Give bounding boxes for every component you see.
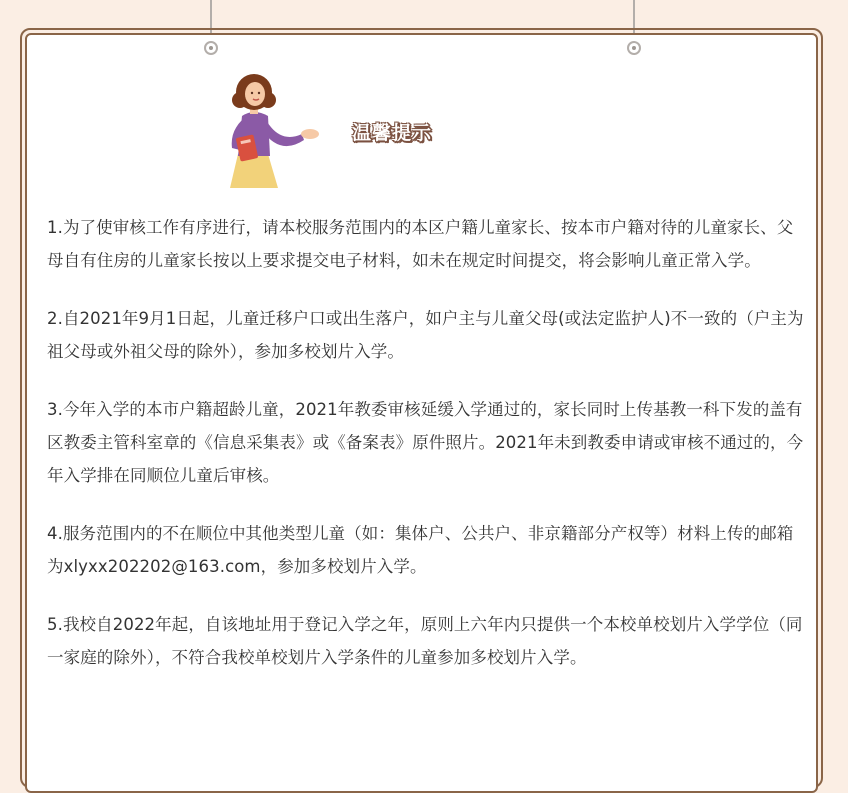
notice-paragraph-1: 1.为了使审核工作有序进行，请本校服务范围内的本区户籍儿童家长、按本市户籍对待的儿童家长、父母自有住房的儿童家长按以上要求提交电子材料，如未在规定时间提交，将会影响儿童正常入学。 (47, 218, 794, 270)
notice-paragraph-3: 3.今年入学的本市户籍超龄儿童，2021年教委审核延缓入学通过的，家长同时上传基教一科下发的盖有区教委主管科室章的《信息采集表》或《备案表》原件照片。2021年未到教委申请或审核不通过的，今年入学排在同顺位儿童后审核。 (47, 400, 804, 485)
face-shape (245, 82, 265, 106)
hand-shape (301, 129, 319, 139)
hanging-ring-icon (627, 41, 641, 55)
woman-holding-book-illustration (218, 74, 336, 192)
notice-body (47, 211, 805, 699)
hanging-ring-icon (204, 41, 218, 55)
notice-title: 温馨提示 (352, 122, 433, 144)
skirt-shape (230, 154, 278, 188)
notice-paragraph-4: 4.服务范围内的不在顺位中其他类型儿童（如：集体户、公共户、非京籍部分产权等）材料上传的邮箱为xlyxx202202@163.com，参加多校划片入学。 (47, 524, 794, 576)
notice-paragraph-5: 5.我校自2022年起，自该地址用于登记入学之年，原则上六年内只提供一个本校单校划片入学学位（同一家庭的除外），不符合我校单校划片入学条件的儿童参加多校划片入学。 (47, 615, 803, 667)
notice-paragraph-2: 2.自2021年9月1日起，儿童迁移户口或出生落户，如户主与儿童父母(或法定监护人)不一致的（户主为祖父母或外祖父母的除外），参加多校划片入学。 (47, 309, 804, 361)
